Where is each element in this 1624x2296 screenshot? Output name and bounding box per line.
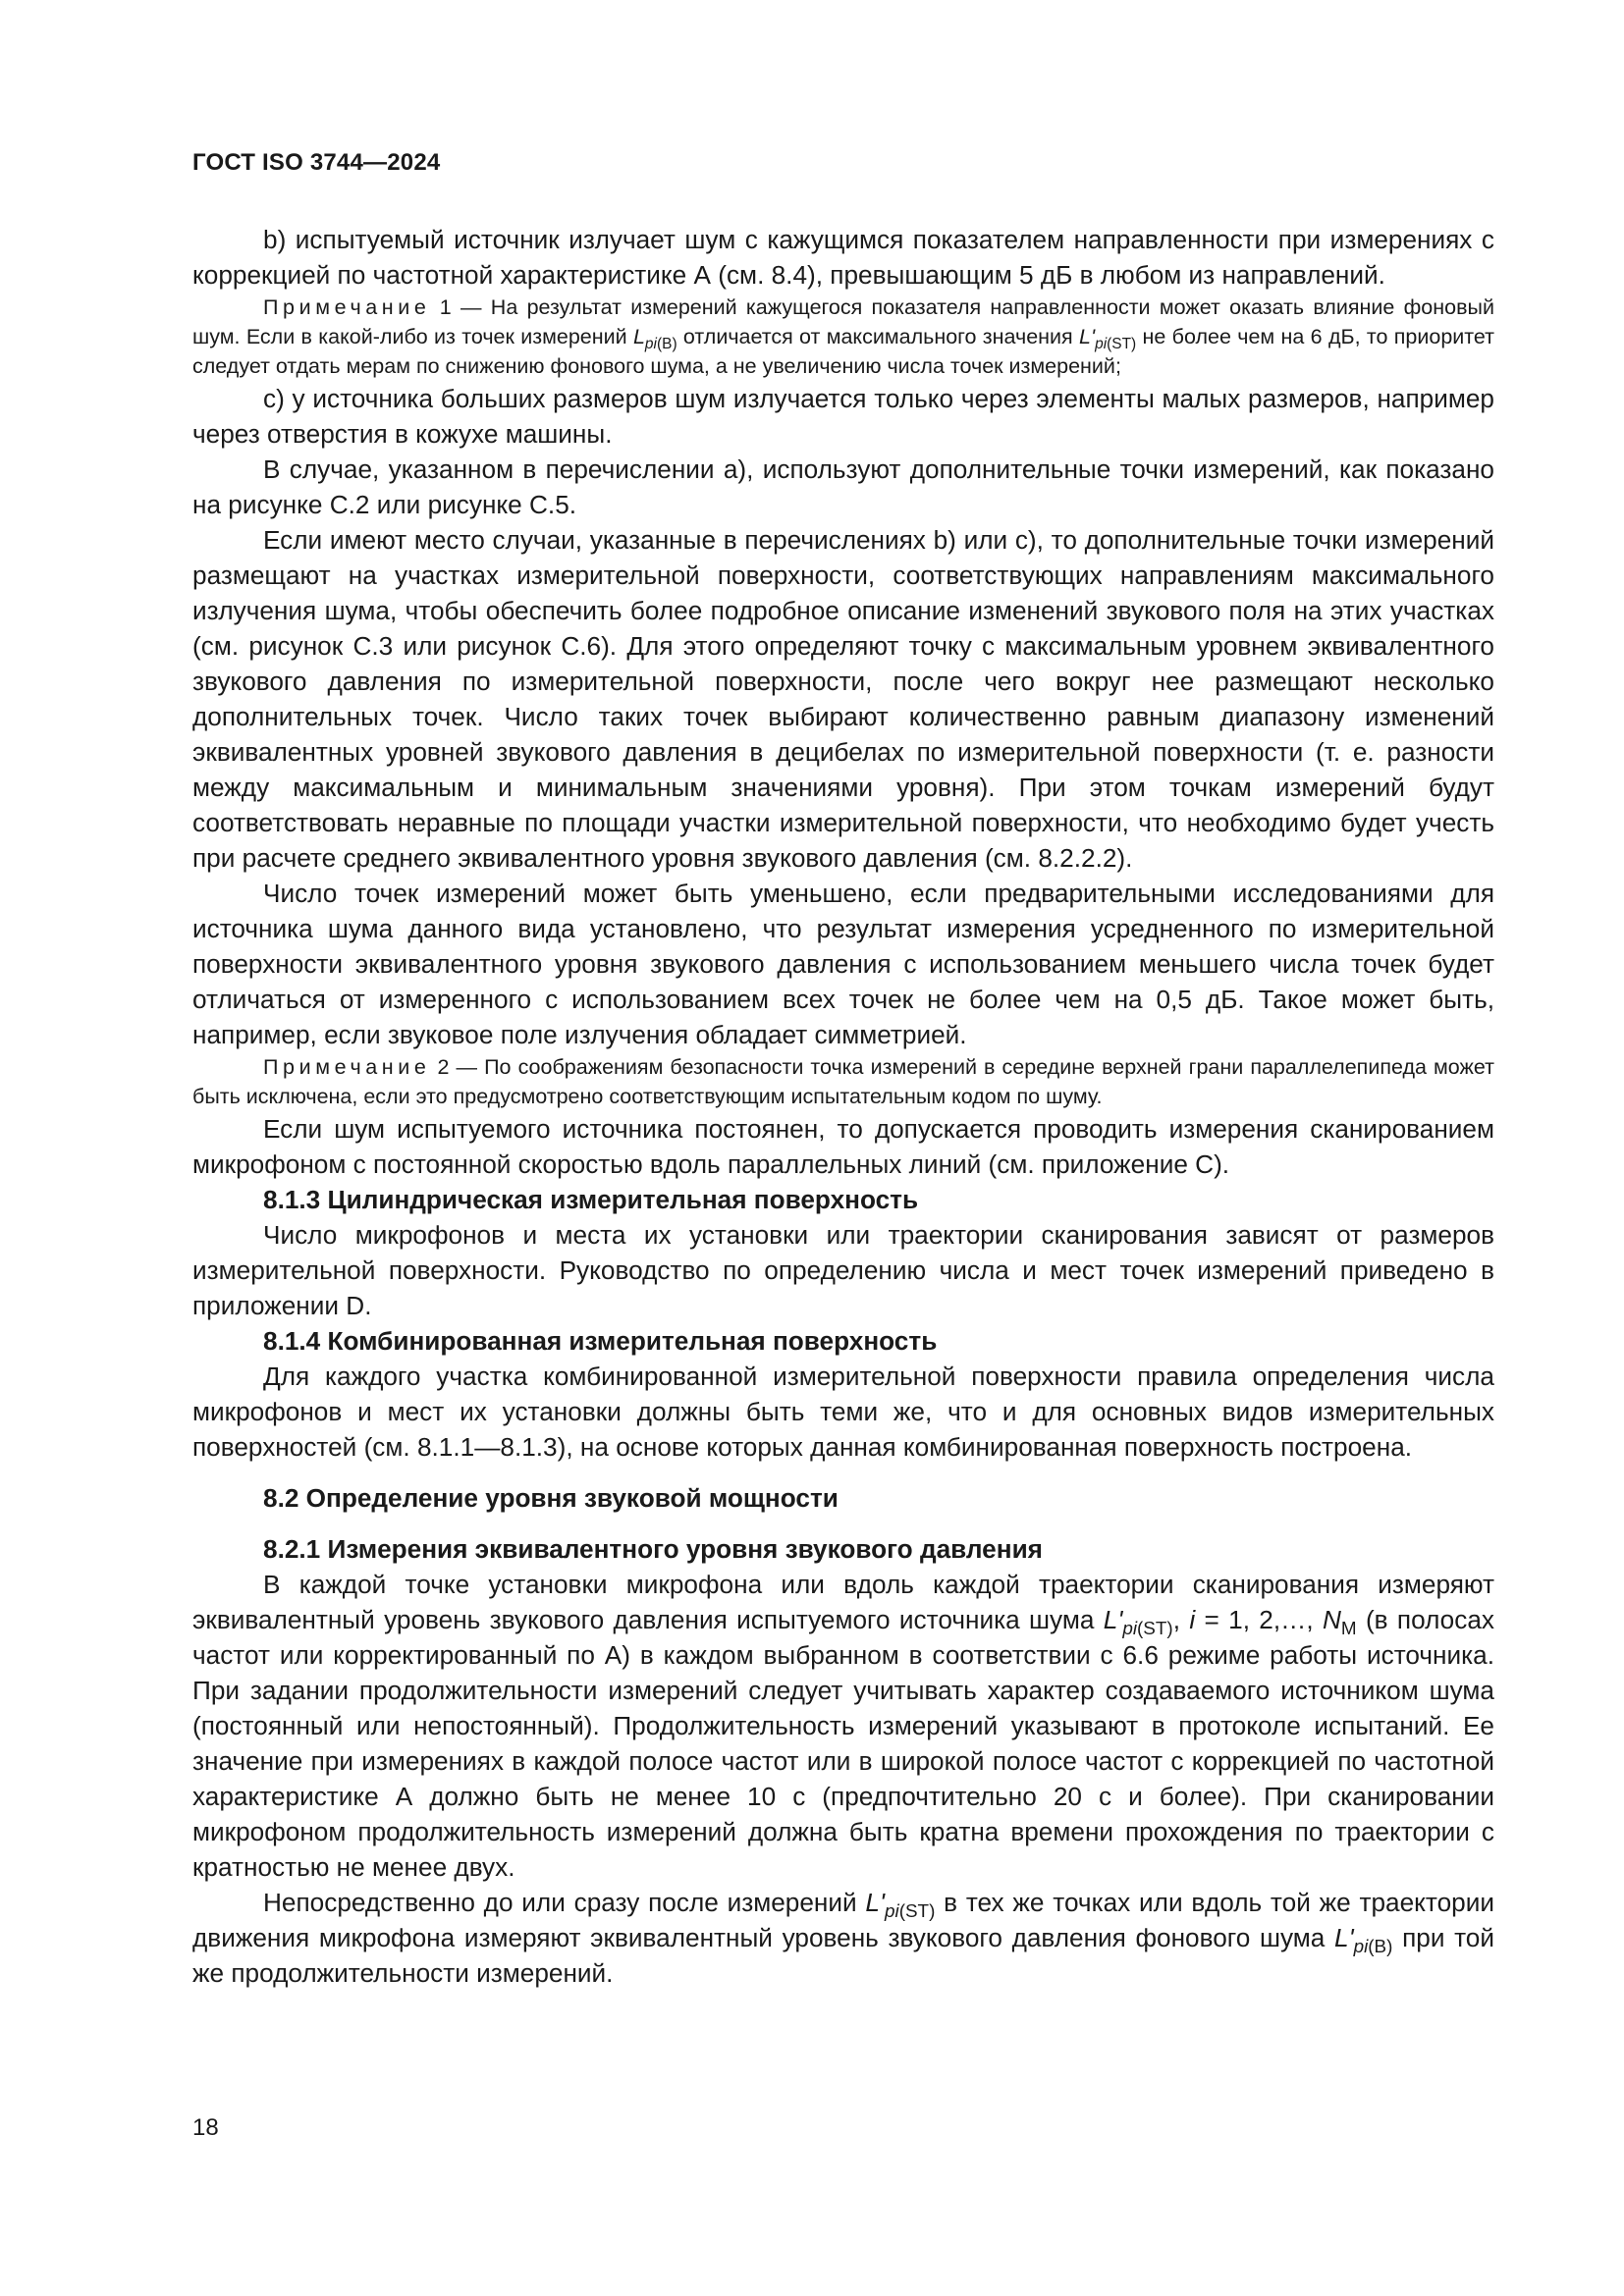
note-text: — По соображениям безопасности точка измерений в середине верхней грани параллелепипеда может быть исключена, если это предусмотрено соответствующим испытательным кодом по шуму. [192,1055,1494,1108]
subscript-pi: pi [885,1900,899,1922]
heading-8-1-4: 8.1.4 Комбинированная измерительная поверхность [263,1326,938,1356]
symbol-l-prime: L' [865,1888,885,1917]
symbol-l-prime: L' [1334,1923,1354,1952]
paragraph-text: при той же продолжительности измерений. [192,1923,1494,1988]
subscript-pi-b [645,336,677,352]
paragraph-scanning: Если шум испытуемого источника постоянен, то допускается проводить измерения сканированием микрофоном с постоянной скоростью вдоль параллельных линий (см. приложение С). [192,1114,1494,1179]
symbol-l: L [632,325,645,348]
subscript-pi: pi [1095,335,1108,352]
subscript-pi-st [1122,1618,1172,1638]
subscript-pi: pi [644,335,657,352]
paragraph-case-a: В случае, указанном в перечислении а), используют дополнительные точки измерений, как показано на рисунке С.2 или рисунке С.5. [192,454,1494,519]
note-1 [192,293,1494,381]
symbol-l-prime: L' [1103,1605,1123,1634]
subscript-pi-b [1354,1936,1393,1956]
paragraph-text: В каждой точке установки микрофона или вдоль каждой траектории сканирования измеряют эквивалентный уровень звукового давления испытуемого источника шума [192,1570,1494,1634]
subscript-b: (B) [1368,1936,1393,1957]
document-header: ГОСТ ISO 3744—2024 [192,149,441,176]
paragraph-text: Непосредственно до или сразу после измерений [263,1888,866,1917]
note-2 [192,1052,1494,1111]
subscript-st: (ST) [1107,335,1137,352]
symbol-i: i [1189,1605,1196,1634]
paragraph-8-1-4: Для каждого участка комбинированной измерительной поверхности правила определения числа микрофонов и мест их установки должны быть теми же, что и для основных видов измерительных поверхностей (см. 8.1.1—8.1.3), на основе которых данная комбинированная поверхность построена. [192,1362,1494,1462]
paragraph-reduce-points: Число точек измерений может быть уменьшено, если предварительными исследованиями для источника шума данного вида установлено, что результат измерения усредненного по измерительной поверхности эквивалентного уровня звукового давления с использованием меньшего числа точек будет отличаться от измеренного с использованием всех точек не более чем на 0,5 дБ. Такое может быть, например, если звуковое поле излучения обладает симметрией. [192,879,1494,1049]
note-number: 2 [437,1055,450,1079]
paragraph-8-2-1 [192,1567,1494,1885]
document-body [192,222,1494,1991]
paragraph-text: = 1, 2,…, [1195,1605,1323,1634]
paragraph-case-bc: Если имеют место случаи, указанные в перечислениях b) или c), то дополнительные точки измерений размещают на участках измерительной поверхности, соответствующих направлениям максимального излучения шума, чтобы обеспечить более подробное описание изменений звукового поля на этих участках (см. рисунок С.3 или рисунок С.6). Для этого определяют точку с максимальным уровнем эквивалентного звукового давления по измерительной поверхности, после чего вокруг нее размещают несколько дополнительных точек. Число таких точек выбирают количественно равным диапазону изменений эквивалентных уровней звукового давления в децибелах по измерительной поверхности (т. е. разности между максимальным и минимальным значениями уровня). При этом точкам измерений будут соответствовать неравные по площади участки измерительной поверхности, что необходимо будет учесть при расчете среднего эквивалентного уровня звукового давления (см. 8.2.2.2). [192,525,1494,873]
paragraph-text: в тех же точках или вдоль той же траектории движения микрофона измеряют эквивалентный уровень звукового давления фонового шума [192,1888,1494,1952]
subscript-st: (ST) [898,1900,936,1922]
note-number: 1 [439,295,452,319]
symbol-n: N [1322,1605,1341,1634]
subscript-st: (ST) [1137,1618,1173,1639]
page-number: 18 [192,2114,219,2141]
note-text: — На результат измерений кажущегося показателя направленности может оказать влияние фоновый шум. Если в какой-либо из точек измерений [192,295,1494,348]
subscript-pi-st [1095,336,1136,352]
heading-8-1-3: 8.1.3 Цилиндрическая измерительная поверхность [263,1185,919,1214]
paragraph-text: (в полосах частот или корректированный по А) в каждом выбранном в соответствии с 6.6 режиме работы источника. При задании продолжительности измерений следует учитывать характер создаваемого источником шума (постоянный или непостоянный). Продолжительность измерений указывают в протоколе испытаний. Ее значение при измерениях в каждой полосе частот или в широкой полосе частот с коррекцией по частотной характеристике А должно быть не менее 10 с (предпочтительно 20 с и более). При сканировании микрофоном продолжительность измерений должна быть кратна времени прохождения по траектории с кратностью не менее двух. [192,1605,1494,1882]
note-label: Примечание [263,1055,431,1079]
note-text: не более чем на 6 дБ, то приоритет следует отдать мерам по снижению фонового шума, а не увеличению числа точек измерений; [192,325,1495,378]
subscript-b: (B) [656,335,677,352]
note-label: Примечание [263,295,431,319]
paragraph-8-1-3: Число микрофонов и места их установки или траектории сканирования зависят от размеров измерительной поверхности. Руководство по определению числа и мест точек измерений приведено в приложении D. [192,1220,1494,1320]
subscript-pi: pi [1122,1618,1138,1639]
subscript-pi: pi [1353,1936,1369,1957]
paragraph-list-item-c: c) у источника больших размеров шум излучается только через элементы малых размеров, например через отверстия в кожухе машины. [192,384,1494,449]
paragraph-list-item-b: b) испытуемый источник излучает шум с кажущимся показателем направленности при измерениях с коррекцией по частотной характеристике А (см. 8.4), превышающим 5 дБ в любом из направлений. [192,225,1494,290]
heading-8-2: 8.2 Определение уровня звуковой мощности [263,1483,839,1513]
paragraph-text: , [1172,1605,1190,1634]
subscript-m: M [1340,1618,1357,1639]
heading-8-2-1: 8.2.1 Измерения эквивалентного уровня звукового давления [263,1534,1043,1564]
note-text: отличается от максимального значения [677,325,1080,348]
paragraph-background-noise [192,1885,1494,1991]
symbol-l-prime: L' [1079,325,1096,348]
subscript-pi-st [885,1900,935,1921]
